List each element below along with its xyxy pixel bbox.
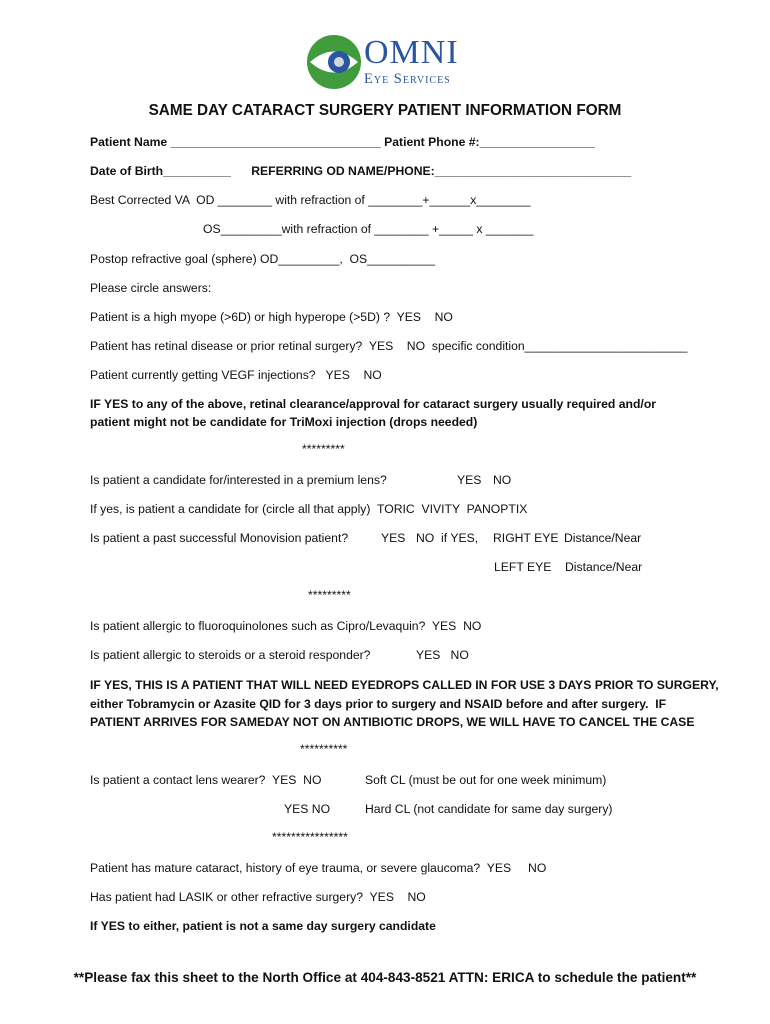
separator: *********: [308, 588, 351, 602]
postop-goal-field[interactable]: Postop refractive goal (sphere) OD_________, OS__________: [90, 252, 435, 266]
monovision-question: Is patient a past successful Monovision patient?: [90, 531, 349, 545]
monovision-yes-option[interactable]: YES: [381, 531, 406, 545]
fax-instructions: **Please fax this sheet to the North Office at 404-843-8521 ATTN: ERICA to schedule the patient**: [73, 970, 697, 985]
steroid-yes-no-option[interactable]: YES NO: [416, 648, 469, 662]
retinal-question[interactable]: Patient has retinal disease or prior retinal surgery? YES NO specific condition________________________: [90, 339, 688, 353]
monovision-no-option[interactable]: NO if YES,: [416, 531, 479, 545]
contact-lens-question[interactable]: Is patient a contact lens wearer? YES NO: [90, 773, 322, 787]
vegf-question[interactable]: Patient currently getting VEGF injections? YES NO: [90, 368, 382, 382]
dob-referring-field[interactable]: Date of Birth__________ REFERRING OD NAME/PHONE:_____________________________: [90, 164, 632, 178]
form-title: SAME DAY CATARACT SURGERY PATIENT INFORMATION FORM: [148, 102, 622, 119]
retinal-warning-line2: patient might not be candidate for TriMoxi injection (drops needed): [90, 415, 478, 429]
hard-cl-yes-no-option[interactable]: YES NO: [284, 802, 331, 816]
mature-cataract-question[interactable]: Patient has mature cataract, history of eye trauma, or severe glaucoma? YES NO: [90, 861, 547, 875]
premium-lens-question: Is patient a candidate for/interested in a premium lens?: [90, 473, 387, 487]
va-os-field[interactable]: OS_________with refraction of ________ +_____ x _______: [203, 222, 534, 236]
circle-answers-label: Please circle answers:: [90, 281, 212, 295]
fluoroquinolone-question[interactable]: Is patient allergic to fluoroquinolones such as Cipro/Levaquin? YES NO: [90, 619, 482, 633]
left-distance-near-option[interactable]: Distance/Near: [565, 560, 643, 574]
hard-cl-label: Hard CL (not candidate for same day surgery): [365, 802, 613, 816]
steroid-question: Is patient allergic to steroids or a steroid responder?: [90, 648, 371, 662]
drops-warning-line2: either Tobramycin or Azasite QID for 3 days prior to surgery and NSAID before and after surgery. IF: [90, 697, 667, 711]
omni-logo: [306, 33, 476, 91]
not-candidate-note: If YES to either, patient is not a same day surgery candidate: [90, 919, 436, 933]
drops-warning-line3: PATIENT ARRIVES FOR SAMEDAY NOT ON ANTIBIOTIC DROPS, WE WILL HAVE TO CANCEL THE CASE: [90, 715, 695, 729]
eye-logo-icon: [306, 33, 362, 91]
patient-name-field[interactable]: Patient Name _______________________________ Patient Phone #:_________________: [90, 135, 595, 149]
premium-yes-option[interactable]: YES: [457, 473, 482, 487]
soft-cl-label: Soft CL (must be out for one week minimum): [365, 773, 607, 787]
left-eye-option[interactable]: LEFT EYE: [494, 560, 552, 574]
lens-types-question[interactable]: If yes, is patient a candidate for (circle all that apply) TORIC VIVITY PANOPTIX: [90, 502, 528, 516]
lasik-question[interactable]: Has patient had LASIK or other refractive surgery? YES NO: [90, 890, 426, 904]
va-od-field[interactable]: Best Corrected VA OD ________ with refraction of ________+______x________: [90, 193, 531, 207]
separator: *********: [302, 442, 345, 456]
logo-subtitle: Eye Services: [364, 71, 451, 87]
right-eye-option[interactable]: RIGHT EYE: [493, 531, 559, 545]
drops-warning-line1: IF YES, THIS IS A PATIENT THAT WILL NEED EYEDROPS CALLED IN FOR USE 3 DAYS PRIOR TO SURGERY,: [90, 678, 719, 692]
logo-name: OMNI: [364, 34, 459, 71]
retinal-warning-line1: IF YES to any of the above, retinal clearance/approval for cataract surgery usually required and/or: [90, 397, 657, 411]
right-distance-near-option[interactable]: Distance/Near: [564, 531, 642, 545]
myope-question[interactable]: Patient is a high myope (>6D) or high hyperope (>5D) ? YES NO: [90, 310, 453, 324]
premium-no-option[interactable]: NO: [493, 473, 512, 487]
separator: ****************: [272, 830, 348, 844]
separator: **********: [300, 742, 348, 756]
